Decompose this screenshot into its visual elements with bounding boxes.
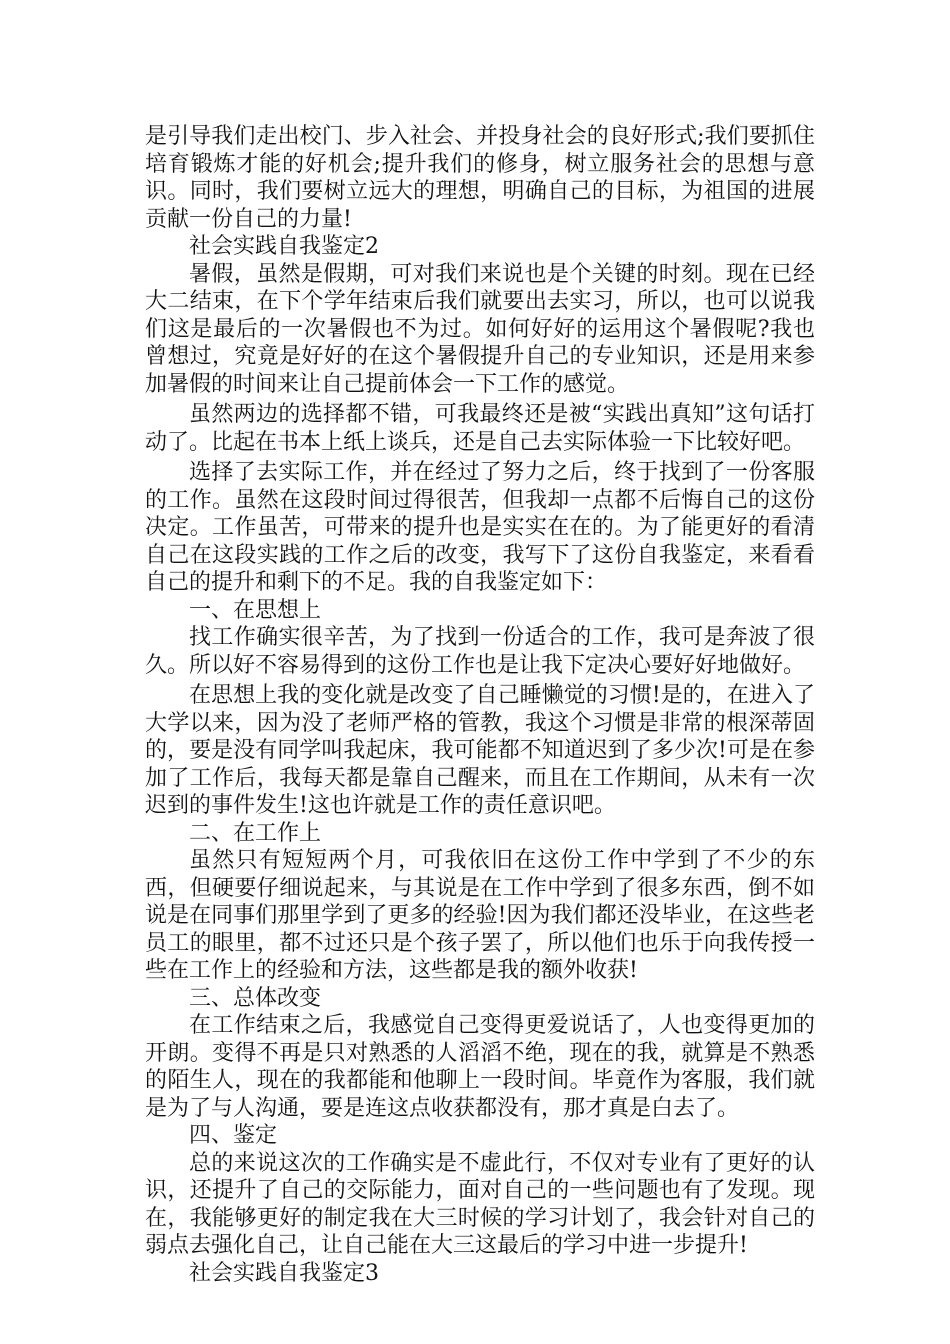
paragraph-summer-vacation: 暑假，虽然是假期，可对我们来说也是个关键的时刻。现在已经大二结束，在下个学年结束后我们就要出去实习，所以，也可以说我们这是最后的一次暑假也不为过。如何好好的运用这个暑假呢?我也曾想过，究竟是好好的在这个暑假提升自己的专业知识，还是用来参加暑假的时间来让自己提前体会一下工作的感觉。: [145, 261, 815, 397]
paragraph-work-experience: 虽然只有短短两个月，可我依旧在这份工作中学到了不少的东西，但硬要仔细说起来，与其说是在工作中学到了很多东西，倒不如说是在同事们那里学到了更多的经验!因为我们都还没毕业，在这些老员工的眼里，都不过还只是个孩子罢了，所以他们也乐于向我传授一些在工作上的经验和方法，这些都是我的额外收获!: [145, 848, 815, 983]
heading-overall-change: 三、总体改变: [189, 985, 322, 1011]
paragraph-appraisal: 总的来说这次的工作确实是不虚此行，不仅对专业有了更好的认识，还提升了自己的交际能力，面对自己的一些问题也有了发现。现在，我能够更好的制定我在大三时候的学习计划了，我会针对自己的弱点去强化自己，让自己能在大三这最后的学习中进一步提升!: [145, 1150, 815, 1258]
heading-work: 二、在工作上: [189, 820, 322, 846]
heading-appraisal: 四、鉴定: [189, 1123, 278, 1148]
paragraph-job-search: 找工作确实很辛苦，为了找到一份适合的工作，我可是奔波了很久。所以好不容易得到的这份工作也是让我下定决心要好好地做好。: [145, 625, 815, 678]
paragraph-choice: 虽然两边的选择都不错，可我最终还是被“实践出真知”这句话打动了。比起在书本上纸上谈兵，还是自己去实际体验一下比较好吧。: [145, 402, 815, 455]
document-body: [145, 123, 815, 1287]
paragraph-customer-service: 选择了去实际工作，并在经过了努力之后，终于找到了一份客服的工作。虽然在这段时间过得很苦，但我却一点都不后悔自己的这份决定。工作虽苦，可带来的提升也是实实在在的。为了能更好的看清自己在这段实践的工作之后的改变，我写下了这份自我鉴定，来看看自己的提升和剩下的不足。我的自我鉴定如下：: [145, 460, 815, 595]
paragraph-habit-change: 在思想上我的变化就是改变了自己睡懒觉的习惯!是的，在进入了大学以来，因为没了老师严格的管教，我这个习惯是非常的根深蒂固的，要是没有同学叫我起床，我可能都不知道迟到了多少次!可是在参加了工作后，我每天都是靠自己醒来，而且在工作期间，从未有一次迟到的事件发生!这也许就是工作的责任意识吧。: [145, 683, 815, 818]
paragraph-continuation: 是引导我们走出校门、步入社会、并投身社会的良好形式;我们要抓住培育锻炼才能的好机会;提升我们的修身，树立服务社会的思想与意识。同时，我们要树立远大的理想，明确自己的目标，为祖国的进展贡献一份自己的力量!: [145, 124, 815, 232]
section-title-3: 社会实践自我鉴定3: [189, 1260, 379, 1286]
heading-thought: 一、在思想上: [189, 597, 322, 623]
paragraph-overall-change: 在工作结束之后，我感觉自己变得更爱说话了，人也变得更加的开朗。变得不再是只对熟悉的人滔滔不绝，现在的我，就算是不熟悉的陌生人，现在的我都能和他聊上一段时间。毕竟作为客服，我们就是为了与人沟通，要是连这点收获都没有，那才真是白去了。: [145, 1013, 815, 1121]
section-title-2: 社会实践自我鉴定2: [189, 234, 379, 259]
